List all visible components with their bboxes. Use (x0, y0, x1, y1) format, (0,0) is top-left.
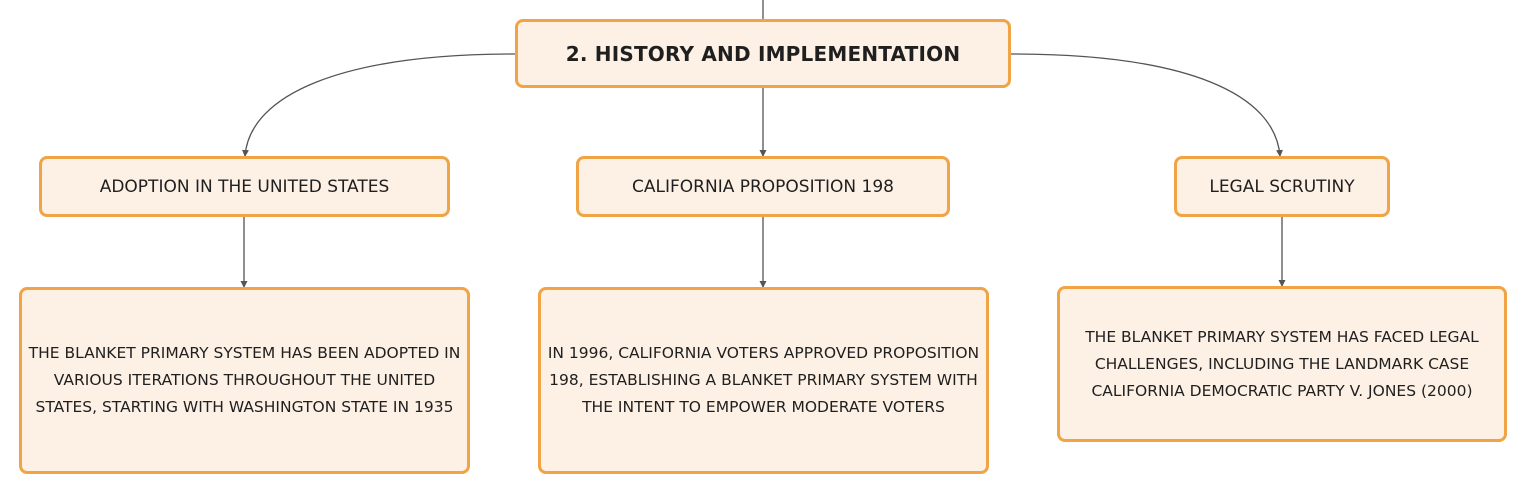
detail-node-proposition-198[interactable] (538, 287, 989, 474)
topic-node-proposition-198[interactable] (576, 156, 950, 217)
topic-title-proposition-198: CALIFORNIA PROPOSITION 198 (632, 176, 894, 197)
detail-text-adoption: THE BLANKET PRIMARY SYSTEM HAS BEEN ADOPTED IN VARIOUS ITERATIONS THROUGHOUT THE UNITED STATES, STARTING WITH WASHINGTON STATE IN 1935 (28, 344, 461, 416)
detail-text-proposition-198: IN 1996, CALIFORNIA VOTERS APPROVED PROPOSITION 198, ESTABLISHING A BLANKET PRIMARY SYSTEM WITH THE INTENT TO EMPOWER MODERATE VOTERS (547, 344, 980, 416)
topic-node-adoption[interactable] (39, 156, 450, 217)
root-topic-title: 2. HISTORY AND IMPLEMENTATION (565, 41, 961, 66)
topic-title-adoption: ADOPTION IN THE UNITED STATES (99, 176, 390, 197)
topic-title-legal-scrutiny: LEGAL SCRUTINY (1209, 176, 1355, 197)
root-topic-node[interactable] (515, 19, 1011, 88)
detail-text-legal-scrutiny: THE BLANKET PRIMARY SYSTEM HAS FACED LEGAL CHALLENGES, INCLUDING THE LANDMARK CASE CALIFORNIA DEMOCRATIC PARTY V. JONES (2000) (1085, 327, 1479, 400)
detail-node-adoption[interactable] (19, 287, 470, 474)
connector-root-to-adoption (245, 54, 515, 156)
detail-node-legal-scrutiny[interactable] (1057, 286, 1507, 442)
topic-node-legal-scrutiny[interactable] (1174, 156, 1390, 217)
connector-root-to-legal (1011, 54, 1280, 156)
